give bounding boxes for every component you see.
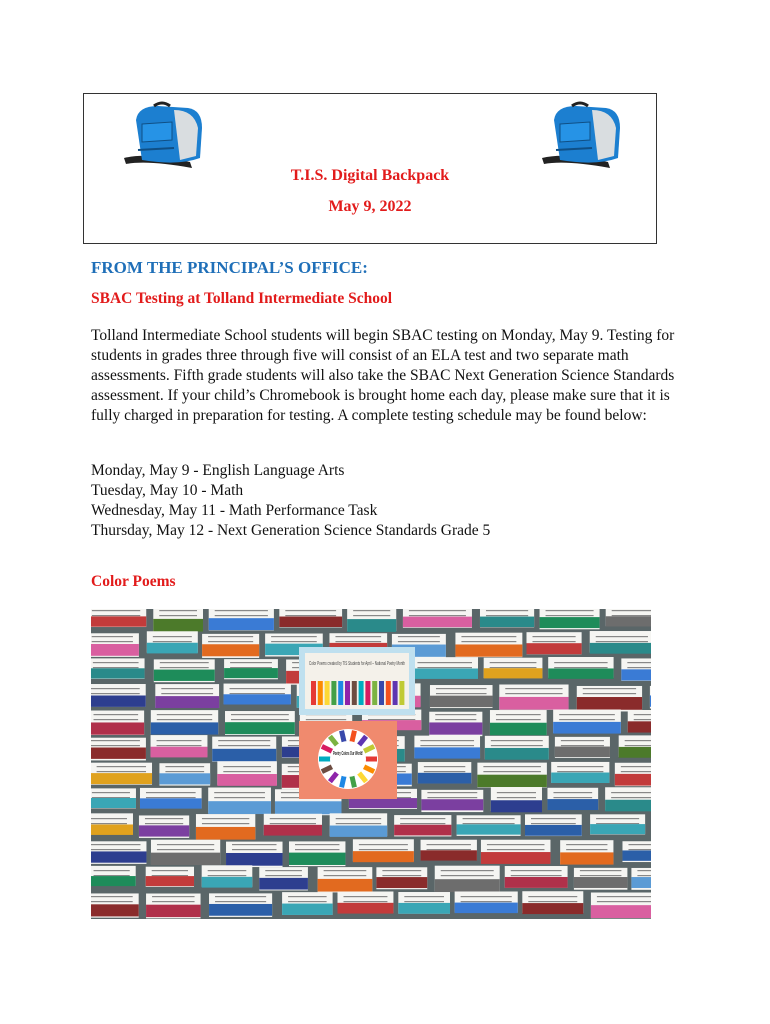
poem-card xyxy=(91,684,146,707)
testing-schedule xyxy=(91,461,490,541)
poem-card xyxy=(279,609,342,627)
poem-card xyxy=(91,788,136,808)
poem-card xyxy=(411,657,478,679)
poem-card xyxy=(631,868,651,890)
poem-card xyxy=(91,609,146,627)
color-poems-wall xyxy=(91,609,651,919)
pencil xyxy=(399,681,404,705)
poem-card xyxy=(526,632,581,654)
poem-card xyxy=(151,840,220,865)
schedule-item: Monday, May 9 - English Language Arts xyxy=(91,462,345,479)
poem-card xyxy=(628,710,651,733)
poem-card xyxy=(91,738,146,761)
poem-card xyxy=(490,710,547,735)
poem-card xyxy=(224,659,278,679)
poem-card xyxy=(621,658,651,680)
pencil xyxy=(365,681,370,705)
backpack-icon xyxy=(118,100,208,172)
poem-card xyxy=(217,761,277,786)
poem-card xyxy=(491,787,542,812)
poem-card xyxy=(212,737,276,762)
poem-card xyxy=(209,893,272,917)
section-heading: FROM THE PRINCIPAL’S OFFICE: xyxy=(91,258,368,277)
poem-card xyxy=(154,659,215,682)
poem-card xyxy=(259,867,308,890)
article-heading: SBAC Testing at Tolland Intermediate School xyxy=(91,290,393,307)
pencil xyxy=(372,681,377,705)
poem-card xyxy=(209,609,274,630)
newsletter-banner xyxy=(83,93,657,244)
poem-card xyxy=(574,868,627,890)
poem-card xyxy=(555,737,610,758)
pencil xyxy=(386,681,391,705)
color-poems-heading: Color Poems xyxy=(91,573,176,590)
pencil xyxy=(352,681,357,705)
poem-card xyxy=(457,815,521,836)
poem-card xyxy=(414,736,480,759)
poem-card xyxy=(394,815,451,836)
poem-card xyxy=(353,839,414,862)
poem-card xyxy=(650,686,651,709)
poem-card xyxy=(435,866,500,892)
poem-card xyxy=(147,631,198,653)
poem-card xyxy=(619,735,651,757)
poem-card xyxy=(485,736,549,760)
poem-card xyxy=(153,609,203,632)
poem-card xyxy=(622,841,651,862)
pencil xyxy=(338,681,343,705)
poem-card xyxy=(403,609,472,628)
article-paragraph: Tolland Intermediate School students will begin SBAC testing on Monday, May 9. Testing for students in grades three through five will consist of an ELA test and two separate math assessments. Fifth grade students will also take the SBAC Next Generation Science Standards assessment. If your child’s Chromebook is brought home each day, please make sure that it is fully charged in preparation for testing. A complete testing schedule may be found below: xyxy=(91,327,675,424)
poster-text: Poetry Colors Our World! xyxy=(333,751,364,757)
poem-card xyxy=(226,842,282,867)
color-poems-photo xyxy=(91,609,651,919)
poem-card xyxy=(151,735,208,757)
poem-card xyxy=(225,711,295,735)
poem-card xyxy=(91,633,139,657)
poem-card xyxy=(202,865,253,887)
poem-card xyxy=(551,762,609,783)
poem-card xyxy=(264,814,322,836)
poem-card xyxy=(289,841,345,866)
poem-card xyxy=(477,763,547,788)
poem-card xyxy=(91,893,139,917)
poem-card xyxy=(421,840,477,861)
poem-card xyxy=(91,711,144,736)
pencil xyxy=(359,681,364,705)
poem-card xyxy=(196,814,255,840)
poem-card xyxy=(338,891,394,913)
poem-card xyxy=(91,658,145,679)
poem-card xyxy=(430,685,493,708)
poem-card xyxy=(398,892,450,914)
poem-card xyxy=(421,790,483,812)
pencil xyxy=(379,681,384,705)
newsletter-title: T.I.S. Digital Backpack xyxy=(290,167,450,184)
pencil xyxy=(331,681,336,705)
poem-card xyxy=(91,763,152,785)
poem-card xyxy=(615,763,651,786)
poem-card xyxy=(318,867,373,892)
poem-card xyxy=(91,866,136,886)
sign-text: Color Poems created by TIS Students for April – National Poetry Month xyxy=(309,661,406,667)
poem-card xyxy=(429,712,482,736)
pencil xyxy=(325,681,330,705)
poem-card xyxy=(560,840,613,864)
poem-card xyxy=(146,894,200,919)
poem-card xyxy=(577,686,642,711)
poem-card xyxy=(202,634,259,658)
schedule-item: Tuesday, May 10 - Math xyxy=(91,482,244,499)
schedule-item: Wednesday, May 11 - Math Performance Task xyxy=(91,502,378,519)
poem-card xyxy=(376,867,427,889)
pencil xyxy=(393,681,398,705)
poem-card xyxy=(591,893,651,919)
pencil xyxy=(345,681,350,705)
poem-card xyxy=(606,609,651,627)
poem-card xyxy=(146,867,194,887)
poem-card xyxy=(224,684,291,705)
poem-card xyxy=(505,866,568,888)
poem-card xyxy=(418,762,471,783)
poem-card xyxy=(484,658,543,679)
pencil xyxy=(318,681,323,705)
poem-card xyxy=(605,787,651,811)
poem-card xyxy=(155,684,219,708)
poem-card xyxy=(480,609,534,627)
poem-card xyxy=(522,891,583,914)
poem-card xyxy=(330,813,387,837)
poem-card xyxy=(499,684,568,709)
poem-card xyxy=(91,813,133,835)
newsletter-date: May 9, 2022 xyxy=(328,198,412,215)
backpack-icon xyxy=(536,100,626,172)
poem-card xyxy=(547,788,598,810)
poem-card xyxy=(455,891,518,913)
poem-card xyxy=(91,841,146,864)
poem-card xyxy=(590,814,645,834)
poem-card xyxy=(553,709,621,733)
poem-card xyxy=(540,609,600,629)
schedule-item: Thursday, May 12 - Next Generation Science Standards Grade 5 xyxy=(91,522,491,539)
poem-card xyxy=(159,763,210,785)
poem-card xyxy=(548,657,613,679)
poem-card xyxy=(282,892,333,915)
poem-card xyxy=(590,631,651,654)
poem-card xyxy=(481,840,551,864)
poem-card xyxy=(208,788,271,815)
poem-card xyxy=(140,788,202,809)
pencil xyxy=(311,681,316,705)
poem-card xyxy=(525,814,582,836)
poem-card xyxy=(139,815,189,837)
poem-card xyxy=(151,710,218,734)
poem-card xyxy=(347,609,396,632)
poem-card xyxy=(455,633,522,657)
